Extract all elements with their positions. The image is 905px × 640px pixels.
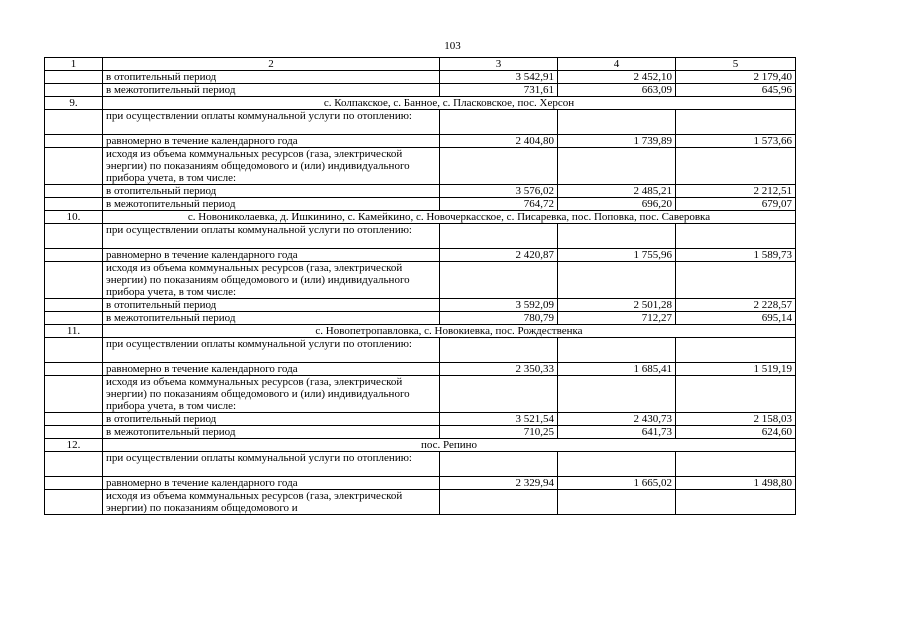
value-col4-cell [558, 490, 676, 515]
value-col5-cell: 1 589,73 [676, 249, 796, 262]
row-number-cell [45, 249, 103, 262]
row-description-cell: исходя из объема коммунальных ресурсов (газа, электрической энергии) по показаниям общедомового и [103, 490, 440, 515]
column-header-4: 4 [558, 58, 676, 71]
value-col3-cell: 764,72 [440, 198, 558, 211]
value-col4-cell: 696,20 [558, 198, 676, 211]
section-row [45, 97, 796, 110]
value-col4-cell: 1 685,41 [558, 363, 676, 376]
value-col3-cell [440, 490, 558, 515]
value-col5-cell: 2 158,03 [676, 413, 796, 426]
row-description-cell: в отопительный период [103, 71, 440, 84]
table-row [45, 426, 796, 439]
row-description-cell: в отопительный период [103, 413, 440, 426]
value-col4-cell: 1 665,02 [558, 477, 676, 490]
value-col3-cell: 710,25 [440, 426, 558, 439]
value-col5-cell: 2 228,57 [676, 299, 796, 312]
section-title: с. Колпакское, с. Банное, с. Пласковское, пос. Херсон [103, 97, 796, 110]
column-header-1: 1 [45, 58, 103, 71]
table-row [45, 198, 796, 211]
value-col4-cell [558, 148, 676, 185]
tariff-table [44, 57, 796, 515]
value-col3-cell [440, 338, 558, 363]
table-row [45, 249, 796, 262]
table-row [45, 135, 796, 148]
value-col3-cell: 2 404,80 [440, 135, 558, 148]
row-description-cell: равномерно в течение календарного года [103, 477, 440, 490]
value-col5-cell [676, 490, 796, 515]
value-col5-cell: 645,96 [676, 84, 796, 97]
table-row [45, 71, 796, 84]
value-col4-cell [558, 376, 676, 413]
value-col4-cell [558, 452, 676, 477]
row-number-cell [45, 363, 103, 376]
row-number-cell [45, 185, 103, 198]
section-row [45, 325, 796, 338]
row-description-cell: в межотопительный период [103, 426, 440, 439]
row-number-cell [45, 413, 103, 426]
row-number-cell [45, 148, 103, 185]
value-col3-cell [440, 262, 558, 299]
table-row [45, 185, 796, 198]
value-col4-cell: 641,73 [558, 426, 676, 439]
value-col3-cell: 731,61 [440, 84, 558, 97]
value-col3-cell: 2 420,87 [440, 249, 558, 262]
table-row [45, 376, 796, 413]
row-number-cell [45, 490, 103, 515]
value-col3-cell: 2 329,94 [440, 477, 558, 490]
section-row [45, 439, 796, 452]
value-col5-cell: 1 498,80 [676, 477, 796, 490]
table-row [45, 299, 796, 312]
value-col5-cell: 679,07 [676, 198, 796, 211]
value-col3-cell: 780,79 [440, 312, 558, 325]
section-number: 12. [45, 439, 103, 452]
column-number-row [45, 58, 796, 71]
row-description-cell: при осуществлении оплаты коммунальной услуги по отоплению: [103, 110, 440, 135]
column-header-2: 2 [103, 58, 440, 71]
value-col5-cell: 1 573,66 [676, 135, 796, 148]
value-col5-cell [676, 376, 796, 413]
row-number-cell [45, 135, 103, 148]
row-description-cell: в межотопительный период [103, 198, 440, 211]
table-row [45, 490, 796, 515]
table-row [45, 84, 796, 97]
value-col4-cell: 2 501,28 [558, 299, 676, 312]
value-col4-cell [558, 262, 676, 299]
row-number-cell [45, 110, 103, 135]
row-description-cell: в отопительный период [103, 299, 440, 312]
value-col5-cell [676, 262, 796, 299]
value-col3-cell [440, 110, 558, 135]
value-col3-cell: 3 576,02 [440, 185, 558, 198]
table-row [45, 224, 796, 249]
table-row [45, 148, 796, 185]
row-description-cell: равномерно в течение календарного года [103, 135, 440, 148]
value-col3-cell: 3 542,91 [440, 71, 558, 84]
table-row [45, 413, 796, 426]
row-number-cell [45, 452, 103, 477]
value-col3-cell [440, 224, 558, 249]
value-col5-cell: 624,60 [676, 426, 796, 439]
table-row [45, 312, 796, 325]
table-row [45, 110, 796, 135]
section-row [45, 211, 796, 224]
column-header-3: 3 [440, 58, 558, 71]
row-description-cell: при осуществлении оплаты коммунальной услуги по отоплению: [103, 224, 440, 249]
row-number-cell [45, 198, 103, 211]
value-col3-cell: 3 592,09 [440, 299, 558, 312]
row-number-cell [45, 224, 103, 249]
value-col5-cell [676, 452, 796, 477]
section-title: пос. Репино [103, 439, 796, 452]
value-col5-cell [676, 148, 796, 185]
value-col4-cell: 663,09 [558, 84, 676, 97]
row-description-cell: в межотопительный период [103, 84, 440, 97]
value-col5-cell [676, 224, 796, 249]
row-number-cell [45, 477, 103, 490]
column-header-5: 5 [676, 58, 796, 71]
row-number-cell [45, 338, 103, 363]
value-col3-cell: 3 521,54 [440, 413, 558, 426]
row-description-cell: равномерно в течение календарного года [103, 363, 440, 376]
value-col5-cell [676, 110, 796, 135]
value-col5-cell: 2 179,40 [676, 71, 796, 84]
row-number-cell [45, 426, 103, 439]
value-col4-cell: 1 739,89 [558, 135, 676, 148]
value-col3-cell [440, 148, 558, 185]
value-col4-cell [558, 110, 676, 135]
row-number-cell [45, 299, 103, 312]
row-description-cell: равномерно в течение календарного года [103, 249, 440, 262]
value-col3-cell: 2 350,33 [440, 363, 558, 376]
page-number: 103 [444, 40, 461, 52]
section-number: 9. [45, 97, 103, 110]
table-row [45, 338, 796, 363]
section-number: 11. [45, 325, 103, 338]
table-row [45, 363, 796, 376]
row-description-cell: исходя из объема коммунальных ресурсов (газа, электрической энергии) по показаниям общедомового и (или) индивидуального прибора учета, в том числе: [103, 376, 440, 413]
value-col4-cell: 2 485,21 [558, 185, 676, 198]
value-col5-cell: 1 519,19 [676, 363, 796, 376]
table-row [45, 262, 796, 299]
row-number-cell [45, 84, 103, 97]
row-description-cell: в межотопительный период [103, 312, 440, 325]
section-title: с. Новониколаевка, д. Ишкинино, с. Камейкино, с. Новочеркасское, с. Писаревка, пос. Поповка, пос. Саверовка [103, 211, 796, 224]
row-description-cell: при осуществлении оплаты коммунальной услуги по отоплению: [103, 338, 440, 363]
value-col5-cell: 2 212,51 [676, 185, 796, 198]
section-title: с. Новопетропавловка, с. Новокиевка, пос. Рождественка [103, 325, 796, 338]
row-number-cell [45, 71, 103, 84]
value-col4-cell [558, 224, 676, 249]
value-col4-cell: 2 452,10 [558, 71, 676, 84]
row-description-cell: в отопительный период [103, 185, 440, 198]
value-col3-cell [440, 452, 558, 477]
table-row [45, 477, 796, 490]
row-number-cell [45, 376, 103, 413]
row-description-cell: исходя из объема коммунальных ресурсов (газа, электрической энергии) по показаниям общедомового и (или) индивидуального прибора учета, в том числе: [103, 148, 440, 185]
value-col5-cell: 695,14 [676, 312, 796, 325]
section-number: 10. [45, 211, 103, 224]
value-col4-cell: 2 430,73 [558, 413, 676, 426]
value-col5-cell [676, 338, 796, 363]
row-number-cell [45, 312, 103, 325]
value-col4-cell: 712,27 [558, 312, 676, 325]
table-row [45, 452, 796, 477]
value-col4-cell: 1 755,96 [558, 249, 676, 262]
table-body [45, 58, 796, 515]
row-description-cell: исходя из объема коммунальных ресурсов (газа, электрической энергии) по показаниям общедомового и (или) индивидуального прибора учета, в том числе: [103, 262, 440, 299]
row-number-cell [45, 262, 103, 299]
row-description-cell: при осуществлении оплаты коммунальной услуги по отоплению: [103, 452, 440, 477]
value-col4-cell [558, 338, 676, 363]
value-col3-cell [440, 376, 558, 413]
